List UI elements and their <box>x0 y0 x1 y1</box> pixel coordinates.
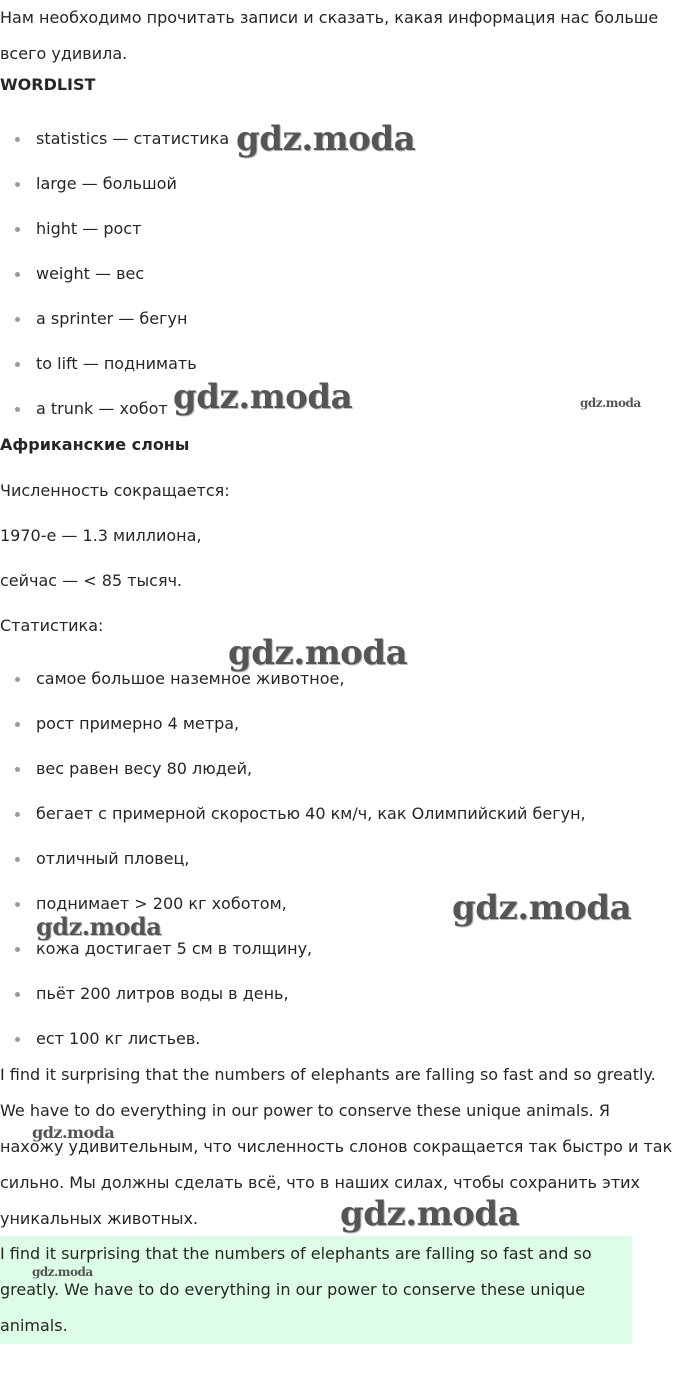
bullet-icon <box>15 677 20 682</box>
list-item-text: to lift — поднимать <box>36 354 197 373</box>
bullet-icon <box>15 227 20 232</box>
bullet-icon <box>15 767 20 772</box>
watermark-logo: gdz.moda <box>173 377 353 417</box>
watermark-logo: gdz.moda <box>228 633 408 673</box>
list-item-text: пьёт 200 литров воды в день, <box>36 984 289 1003</box>
answer-line: нахожу удивительным, что численность слонов сокращается так быстро и так <box>0 1137 673 1156</box>
wordlist-title: WORDLIST <box>0 75 96 94</box>
watermark-logo: gdz.moda <box>580 396 641 410</box>
bullet-icon <box>15 407 20 412</box>
intro-line-2: всего удивила. <box>0 44 128 63</box>
watermark-logo: gdz.moda <box>236 119 416 159</box>
highlight-line: animals. <box>0 1316 68 1335</box>
watermark-logo: gdz.moda <box>36 912 162 941</box>
elephants-title: Африканские слоны <box>0 435 190 454</box>
stats-label: Статистика: <box>0 616 104 635</box>
bullet-icon <box>15 857 20 862</box>
answer-line: We have to do everything in our power to conserve these unique animals. Я <box>0 1101 610 1120</box>
list-item-text: a sprinter — бегун <box>36 309 188 328</box>
answer-line: сильно. Мы должны сделать всё, что в наших силах, чтобы сохранить этих <box>0 1173 640 1192</box>
bullet-icon <box>15 992 20 997</box>
bullet-icon <box>15 947 20 952</box>
answer-line: I find it surprising that the numbers of elephants are falling so fast and so greatly. <box>0 1065 656 1084</box>
highlight-line: greatly. We have to do everything in our power to conserve these unique <box>0 1280 586 1299</box>
watermark-logo: gdz.moda <box>32 1123 115 1142</box>
list-item-text: рост примерно 4 метра, <box>36 714 240 733</box>
list-item-text: поднимает > 200 кг хоботом, <box>36 894 287 913</box>
bullet-icon <box>15 722 20 727</box>
list-item-text: weight — вес <box>36 264 145 283</box>
highlight-line: I find it surprising that the numbers of elephants are falling so fast and so <box>0 1244 592 1263</box>
bullet-icon <box>15 137 20 142</box>
bullet-icon <box>15 272 20 277</box>
decline-label: Численность сокращается: <box>0 481 230 500</box>
bullet-icon <box>15 1037 20 1042</box>
list-item-text: вес равен весу 80 людей, <box>36 759 253 778</box>
decline-now: сейчас — < 85 тысяч. <box>0 571 183 590</box>
watermark-logo: gdz.moda <box>340 1194 520 1234</box>
bullet-icon <box>15 902 20 907</box>
list-item-text: отличный пловец, <box>36 849 190 868</box>
list-item-text: кожа достигает 5 см в толщину, <box>36 939 313 958</box>
answer-line: уникальных животных. <box>0 1209 199 1228</box>
list-item-text: самое большое наземное животное, <box>36 669 345 688</box>
bullet-icon <box>15 812 20 817</box>
list-item-text: a trunk — хобот <box>36 399 168 418</box>
bullet-icon <box>15 317 20 322</box>
watermark-logo: gdz.moda <box>452 888 632 928</box>
watermark-logo: gdz.moda <box>32 1265 93 1279</box>
list-item-text: ест 100 кг листьев. <box>36 1029 201 1048</box>
list-item-text: large — большой <box>36 174 177 193</box>
list-item-text: hight — рост <box>36 219 142 238</box>
intro-line-1: Нам необходимо прочитать записи и сказать, какая информация нас больше <box>0 8 659 27</box>
decline-1970: 1970-е — 1.3 миллиона, <box>0 526 202 545</box>
bullet-icon <box>15 182 20 187</box>
list-item-text: statistics — статистика <box>36 129 230 148</box>
list-item-text: бегает с примерной скоростью 40 км/ч, как Олимпийский бегун, <box>36 804 586 823</box>
bullet-icon <box>15 362 20 367</box>
